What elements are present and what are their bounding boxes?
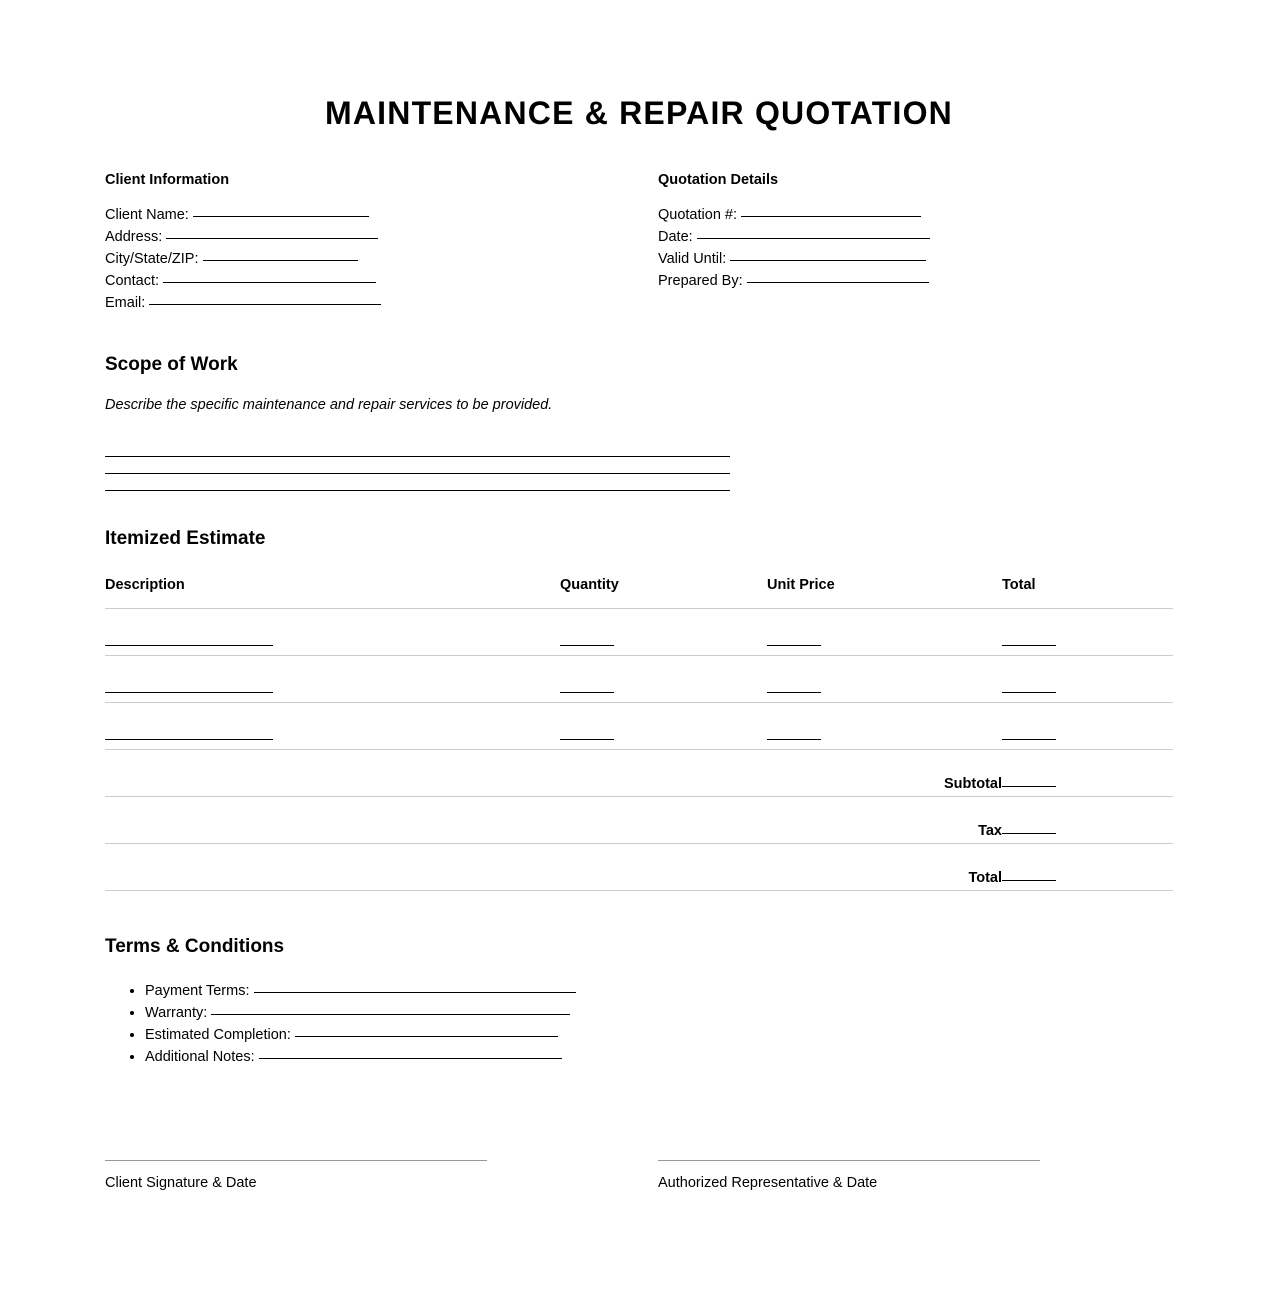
authorized-signature-line[interactable] [658,1159,1040,1161]
totals-value-cell [1002,844,1173,891]
itemized-estimate-section [105,528,1173,891]
client-field-label: Address: [105,229,167,246]
client-information-fields [105,203,658,313]
authorized-signature-block [658,1159,1173,1192]
quotation-field-label: Date: [658,229,697,246]
client-signature-line[interactable] [105,1159,487,1161]
client-field-row [105,247,658,269]
totals-value-input[interactable] [1002,775,1056,787]
terms-list [105,979,1173,1067]
scope-of-work-hint: Describe the specific maintenance and repair services to be provided. [105,396,553,413]
scope-of-work-line[interactable] [105,440,730,457]
client-field-label: City/State/ZIP: [105,251,203,268]
signature-row [105,1159,1173,1192]
terms-item-label: Estimated Completion: [145,1026,295,1043]
table-cell [767,609,1002,656]
list-item [145,1023,1173,1045]
client-field-input[interactable] [149,291,381,305]
item-unit-price-input[interactable] [767,681,821,693]
table-cell [560,656,767,703]
quotation-field-input[interactable] [730,247,926,261]
client-field-label: Contact: [105,273,164,290]
client-field-row [105,203,658,225]
item-unit-price-input[interactable] [767,634,821,646]
terms-item-label: Warranty: [145,1004,212,1021]
column-header-unit-price: Unit Price [767,578,1002,608]
table-header [105,578,1173,608]
terms-item-input[interactable] [259,1045,562,1059]
page-title: MAINTENANCE & REPAIR QUOTATION [325,95,953,131]
client-field-row [105,225,658,247]
totals-row [105,750,1173,797]
terms-item-input[interactable] [211,1001,570,1015]
terms-and-conditions-heading: Terms & Conditions [105,936,285,958]
client-field-row [105,269,658,291]
scope-of-work-line[interactable] [105,457,730,474]
table-cell [105,703,560,750]
totals-value-input[interactable] [1002,822,1056,834]
itemized-estimate-table [105,578,1173,891]
item-description-input[interactable] [105,728,273,740]
table-cell [1002,656,1173,703]
quotation-details-block [658,173,1173,313]
totals-value-cell [1002,750,1173,797]
terms-and-conditions-section [105,936,1173,1067]
client-field-input[interactable] [166,225,378,239]
item-total-input[interactable] [1002,634,1056,646]
client-field-input[interactable] [163,269,376,283]
list-item [145,1045,1173,1067]
quotation-field-row [658,203,1173,225]
terms-item-label: Payment Terms: [145,982,254,999]
quotation-details-heading: Quotation Details [658,172,779,189]
totals-label: Total [105,844,1002,891]
authorized-signature-caption: Authorized Representative & Date [658,1174,878,1191]
quotation-field-input[interactable] [747,269,929,283]
terms-item-label: Additional Notes: [145,1048,259,1065]
client-field-input[interactable] [193,203,369,217]
terms-item-input[interactable] [254,979,576,993]
scope-of-work-line[interactable] [105,474,730,491]
table-cell [1002,703,1173,750]
quotation-field-row [658,269,1173,291]
item-unit-price-input[interactable] [767,728,821,740]
header-info-row [105,173,1173,313]
quotation-field-label: Valid Until: [658,251,731,268]
client-signature-block [105,1159,658,1192]
list-item [145,979,1173,1001]
quotation-field-row [658,247,1173,269]
client-field-row [105,291,658,313]
table-cell [105,609,560,656]
item-quantity-input[interactable] [560,728,614,740]
totals-row [105,797,1173,844]
totals-body [105,750,1173,891]
table-cell [767,656,1002,703]
table-cell [767,703,1002,750]
table-cell [105,656,560,703]
itemized-estimate-heading: Itemized Estimate [105,528,266,550]
table-header-row [105,578,1173,608]
scope-of-work-section [105,354,1173,491]
client-field-input[interactable] [203,247,358,261]
scope-of-work-heading: Scope of Work [105,354,238,376]
quotation-field-input[interactable] [697,225,930,239]
totals-value-input[interactable] [1002,869,1056,881]
terms-item-input[interactable] [295,1023,558,1037]
client-field-label: Client Name: [105,207,193,224]
client-field-label: Email: [105,295,150,312]
quotation-details-fields [658,203,1173,291]
client-signature-caption: Client Signature & Date [105,1174,257,1191]
item-quantity-input[interactable] [560,634,614,646]
table-cell [1002,609,1173,656]
column-header-total: Total [1002,578,1173,608]
scope-of-work-lines [105,440,1173,491]
table-row [105,609,1173,656]
quotation-field-input[interactable] [741,203,921,217]
totals-value-cell [1002,797,1173,844]
table-row [105,703,1173,750]
item-total-input[interactable] [1002,681,1056,693]
totals-label: Tax [105,797,1002,844]
item-description-input[interactable] [105,681,273,693]
list-item [145,1001,1173,1023]
table-body [105,609,1173,750]
client-information-heading: Client Information [105,172,230,189]
item-description-input[interactable] [105,634,273,646]
table-row [105,656,1173,703]
quotation-field-label: Prepared By: [658,273,747,290]
column-header-quantity: Quantity [560,578,767,608]
table-cell [560,703,767,750]
column-header-description: Description [105,578,560,608]
totals-label: Subtotal [105,750,1002,797]
table-cell [560,609,767,656]
client-information-block [105,173,658,313]
quotation-field-label: Quotation #: [658,207,742,224]
item-quantity-input[interactable] [560,681,614,693]
quotation-field-row [658,225,1173,247]
totals-row [105,844,1173,891]
item-total-input[interactable] [1002,728,1056,740]
